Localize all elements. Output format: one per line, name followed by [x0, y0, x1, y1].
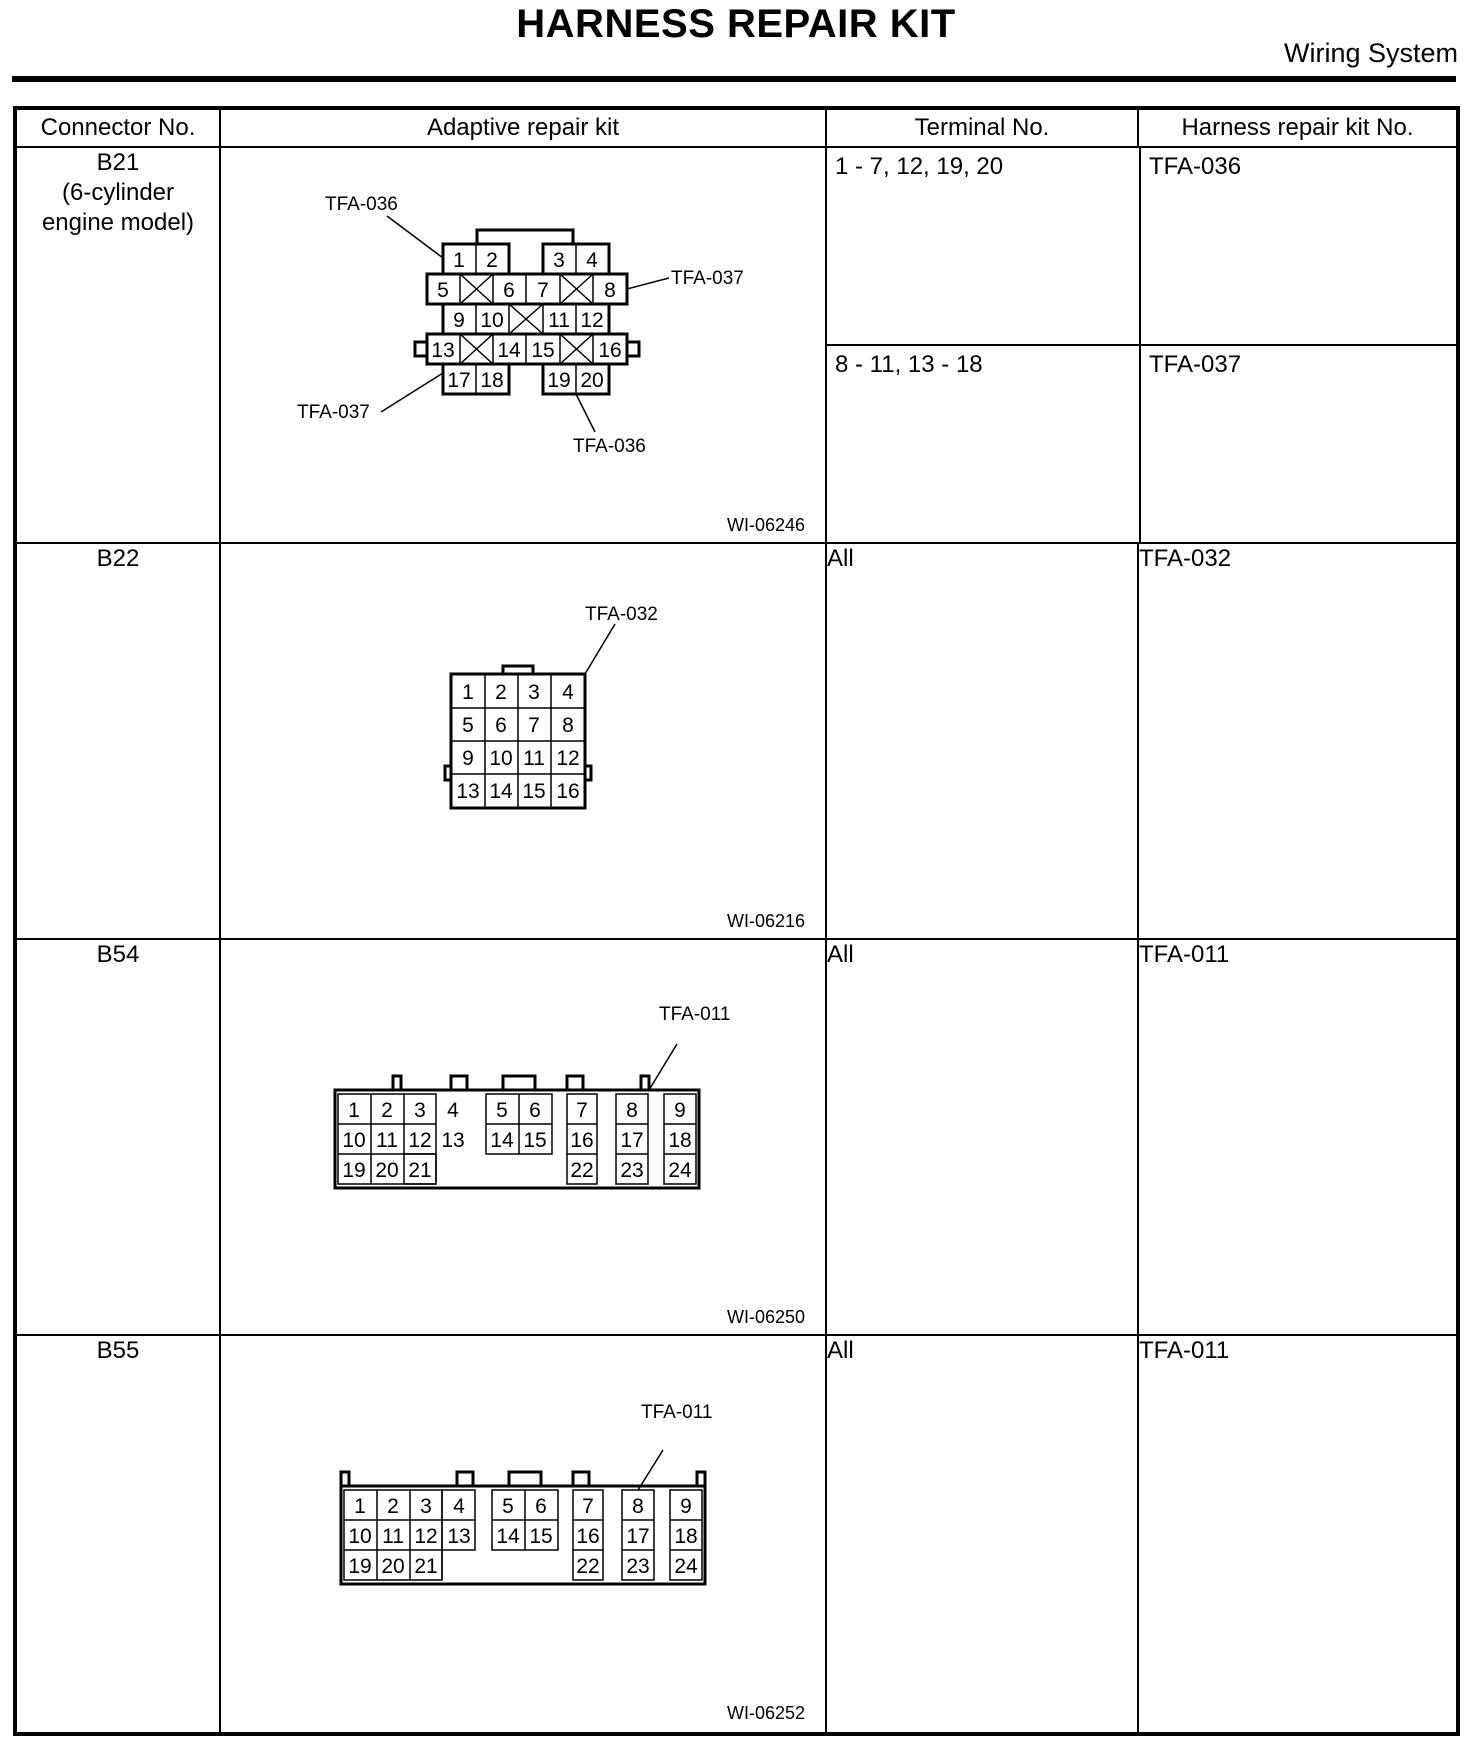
pin-label: 8: [626, 1099, 638, 1122]
connector-no: B54: [96, 941, 140, 968]
pin-label: 4: [447, 1099, 459, 1122]
pin-label: 7: [576, 1099, 588, 1122]
terminal-no: 8 - 11, 13 - 18: [827, 346, 1141, 542]
pin-label: 18: [674, 1525, 698, 1548]
pin-label: 16: [576, 1525, 600, 1548]
pin-label: 13: [447, 1525, 471, 1548]
connector-diagram-b21: [221, 148, 825, 540]
connector-diagram-b22: [221, 544, 825, 936]
pin-label: 11: [376, 1129, 398, 1152]
pin-label: 2: [387, 1495, 399, 1518]
pin-label: 5: [496, 1099, 508, 1122]
connector-no: B22: [96, 545, 140, 572]
pin-label: 14: [489, 780, 513, 803]
pin-label: 15: [522, 780, 546, 803]
pin-label: 21: [414, 1555, 438, 1578]
pin-label: 6: [529, 1099, 541, 1122]
pin-label: 4: [562, 681, 574, 704]
pin-label: 10: [480, 309, 504, 332]
pin-label: 6: [503, 279, 515, 302]
kit-no: TFA-032: [1138, 543, 1458, 939]
pin-label: 6: [535, 1495, 547, 1518]
pin-label: 20: [580, 369, 604, 392]
pin-label: 15: [523, 1129, 547, 1152]
pin-label: 15: [529, 1525, 553, 1548]
terminal-no: All: [826, 543, 1138, 939]
pin-label: 15: [531, 339, 555, 362]
pin-label: 9: [462, 747, 474, 770]
pin-label: 2: [381, 1099, 393, 1122]
pin-label: 8: [562, 714, 574, 737]
pin-label: 9: [680, 1495, 692, 1518]
pin-label: 14: [496, 1525, 520, 1548]
pin-label: 6: [495, 714, 507, 737]
pin-label: 17: [626, 1525, 650, 1548]
table-row-b22: [15, 543, 1458, 939]
pin-label: 13: [456, 780, 480, 803]
connector-cell-b54: [15, 939, 220, 1335]
pin-label: 1: [348, 1099, 360, 1122]
diagram-cell-b54: [220, 939, 826, 1335]
pin-label: 11: [548, 309, 570, 332]
pin-label: 19: [342, 1159, 366, 1182]
column-header-connector: Connector No.: [15, 108, 220, 147]
diagram-cell-b21: [220, 147, 826, 543]
pin-label: 3: [528, 681, 540, 704]
entries-cell-b21: [826, 147, 1458, 543]
pin-label: 11: [382, 1525, 404, 1548]
pin-label: 8: [604, 279, 616, 302]
pin-label: 2: [486, 249, 498, 272]
pin-label: 9: [453, 309, 465, 332]
connector-no: B21: [96, 149, 140, 176]
pin-label: 16: [598, 339, 622, 362]
repair-kit-table: [13, 106, 1460, 1736]
pin-label: 1: [462, 681, 474, 704]
pin-label: 20: [381, 1555, 405, 1578]
callout-label: TFA-011: [659, 1004, 731, 1025]
pin-label: 7: [582, 1495, 594, 1518]
section-label: Wiring System: [1283, 38, 1458, 68]
pin-label: 3: [414, 1099, 426, 1122]
pin-label: 7: [528, 714, 540, 737]
pin-label: 11: [523, 747, 545, 770]
callout-label: TFA-037: [297, 402, 370, 423]
callout-label: TFA-032: [585, 604, 658, 625]
terminal-no: All: [826, 939, 1138, 1335]
pin-label: 23: [620, 1159, 644, 1182]
pin-label: 20: [375, 1159, 399, 1182]
column-header-adaptive-kit: Adaptive repair kit: [220, 108, 826, 147]
pin-label: 10: [348, 1525, 372, 1548]
pin-label: 19: [547, 369, 571, 392]
connector-cell-b21: [15, 147, 220, 543]
connector-cell-b55: [15, 1335, 220, 1734]
connector-note: (6-cylinder: [61, 179, 175, 206]
pin-label: 12: [414, 1525, 438, 1548]
column-header-kit-no: Harness repair kit No.: [1138, 108, 1458, 147]
pin-label: 13: [441, 1129, 465, 1152]
pin-label: 22: [576, 1555, 600, 1578]
pin-label: 1: [453, 249, 465, 272]
pin-label: 14: [490, 1129, 514, 1152]
pin-label: 16: [556, 780, 580, 803]
column-header-terminal: Terminal No.: [826, 108, 1138, 147]
table-row-b55: [15, 1335, 1458, 1734]
pin-label: 22: [570, 1159, 594, 1182]
pin-label: 10: [489, 747, 513, 770]
pin-label: 21: [408, 1159, 432, 1182]
pin-label: 12: [408, 1129, 432, 1152]
connector-diagram-b55: [221, 1336, 825, 1728]
pin-label: 23: [626, 1555, 650, 1578]
pin-label: 19: [348, 1555, 372, 1578]
figure-id: WI-06216: [726, 911, 805, 931]
pin-label: 3: [553, 249, 565, 272]
pin-label: 12: [580, 309, 604, 332]
connector-no: B55: [96, 1337, 140, 1364]
callout-label: TFA-037: [671, 268, 744, 289]
terminal-no: All: [826, 1335, 1138, 1734]
figure-id: WI-06252: [726, 1703, 805, 1723]
pin-label: 16: [570, 1129, 594, 1152]
pin-label: 17: [620, 1129, 644, 1152]
kit-no: TFA-037: [1149, 351, 1242, 378]
pin-label: 5: [462, 714, 474, 737]
kit-no: TFA-011: [1138, 939, 1458, 1335]
connector-note: engine model): [41, 209, 195, 236]
pin-label: 7: [537, 279, 549, 302]
pin-label: 2: [495, 681, 507, 704]
pin-label: 18: [668, 1129, 692, 1152]
diagram-cell-b55: [220, 1335, 826, 1734]
pin-label: 24: [668, 1159, 692, 1182]
table-header-row: [15, 108, 1458, 147]
pin-label: 17: [447, 369, 471, 392]
callout-label: TFA-011: [641, 1402, 713, 1423]
table-row-b54: [15, 939, 1458, 1335]
pin-label: 13: [431, 339, 455, 362]
pin-label: 1: [354, 1495, 366, 1518]
table-row-b21: [15, 147, 1458, 543]
pin-label: 4: [586, 249, 598, 272]
pin-label: 5: [437, 279, 449, 302]
kit-no: TFA-011: [1138, 1335, 1458, 1734]
connector-diagram-b54: [221, 940, 825, 1332]
page-title: HARNESS REPAIR KIT: [516, 2, 956, 46]
connector-cell-b22: [15, 543, 220, 939]
figure-id: WI-06246: [726, 515, 805, 535]
pin-label: 24: [674, 1555, 698, 1578]
kit-no: TFA-036: [1149, 153, 1242, 180]
pin-label: 8: [632, 1495, 644, 1518]
pin-label: 14: [497, 339, 521, 362]
figure-id: WI-06250: [726, 1307, 805, 1327]
terminal-no: 1 - 7, 12, 19, 20: [827, 148, 1141, 344]
pin-label: 12: [556, 747, 580, 770]
callout-label: TFA-036: [325, 194, 398, 215]
pin-label: 4: [453, 1495, 465, 1518]
pin-label: 3: [420, 1495, 432, 1518]
header-rule: [12, 76, 1456, 82]
pin-label: 5: [502, 1495, 514, 1518]
pin-label: 9: [674, 1099, 686, 1122]
diagram-cell-b22: [220, 543, 826, 939]
pin-label: 10: [342, 1129, 366, 1152]
callout-label: TFA-036: [573, 436, 646, 457]
pin-label: 18: [480, 369, 504, 392]
